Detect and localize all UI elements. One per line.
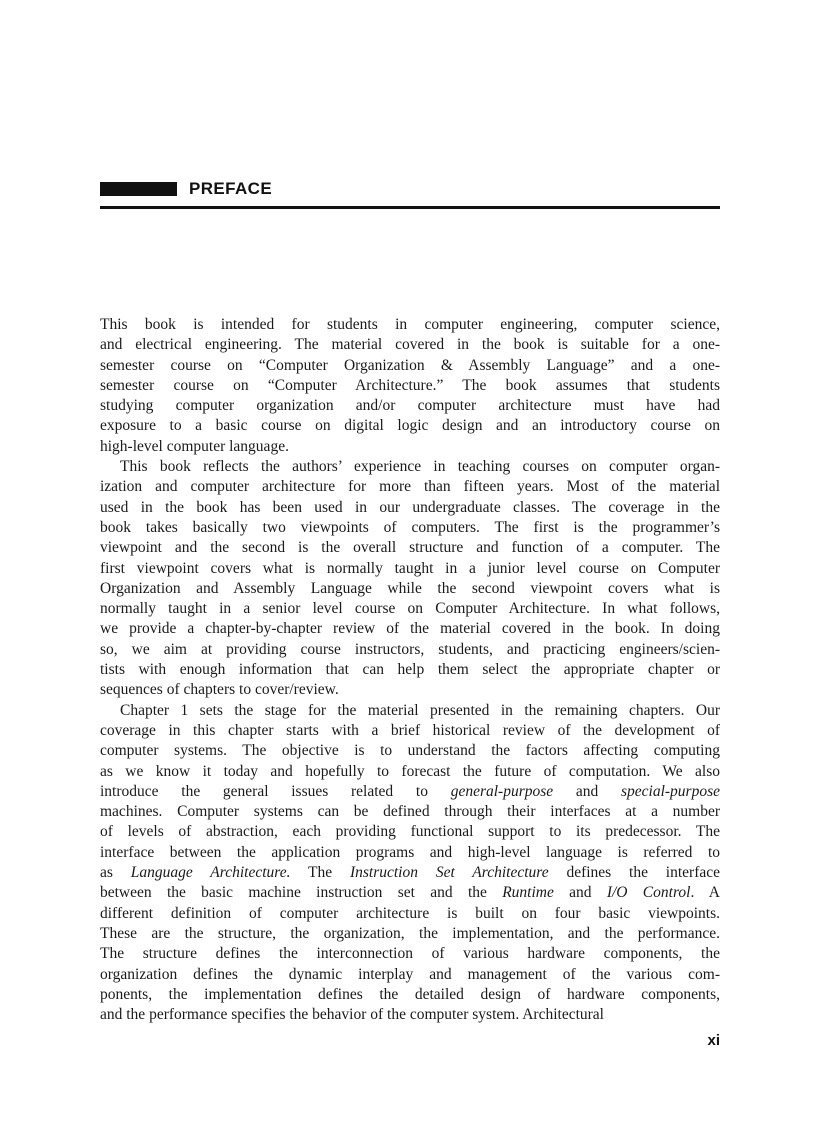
text-line: coverage in this chapter starts with a brief historical review of the development of bbox=[100, 721, 720, 739]
text-line bbox=[100, 883, 720, 903]
text-line: This book reflects the authors’ experience in teaching courses on computer organ- bbox=[120, 458, 720, 476]
text-line: and electrical engineering. The material covered in the book is suitable for a one- bbox=[100, 336, 720, 354]
text-segment: between the basic machine instruction set and the bbox=[100, 884, 503, 902]
text-segment: defines the interface bbox=[548, 864, 720, 882]
italic-term: general-purpose bbox=[450, 782, 554, 800]
text-line: viewpoint and the second is the overall structure and function of a computer. The bbox=[100, 539, 720, 557]
text-line: normally taught in a senior level course on Computer Architecture. In what follows, bbox=[100, 600, 720, 618]
text-line: we provide a chapter-by-chapter review of the material covered in the book. In doing bbox=[100, 620, 720, 638]
text-segment: and bbox=[553, 884, 607, 902]
text-line: semester course on “Computer Organization & Assembly Language” and a one- bbox=[100, 356, 720, 374]
page-title: PREFACE bbox=[189, 179, 273, 198]
header-bar-decoration bbox=[100, 182, 177, 196]
text-line: Organization and Assembly Language while the second viewpoint covers what is bbox=[100, 579, 720, 597]
paragraph bbox=[100, 701, 720, 1026]
text-segment: The bbox=[290, 864, 350, 882]
italic-term: Language Architecture. bbox=[130, 864, 291, 882]
italic-term: I/O Control bbox=[606, 884, 691, 902]
italic-term: Instruction Set Architecture bbox=[349, 864, 549, 882]
text-line: The structure defines the interconnection of various hardware components, the bbox=[100, 945, 720, 963]
text-line bbox=[100, 863, 720, 883]
text-line: studying computer organization and/or computer architecture must have had bbox=[100, 397, 720, 415]
text-segment: introduce the general issues related to bbox=[100, 782, 451, 800]
text-line: sequences of chapters to cover/review. bbox=[100, 681, 339, 699]
paragraph bbox=[100, 315, 720, 457]
text-line: high-level computer language. bbox=[100, 437, 289, 455]
text-line: used in the book has been used in our undergraduate classes. The coverage in the bbox=[100, 498, 720, 516]
text-line: of levels of abstraction, each providing functional support to its predecessor. The bbox=[100, 823, 720, 841]
header-rule bbox=[100, 206, 720, 209]
text-line: computer systems. The objective is to understand the factors affecting computing bbox=[100, 742, 720, 760]
text-line: organization defines the dynamic interplay and management of the various com- bbox=[100, 965, 720, 983]
text-segment: . A bbox=[690, 884, 720, 902]
text-line: These are the structure, the organization, the implementation, and the performance. bbox=[100, 924, 720, 942]
page-number: xi bbox=[707, 1032, 720, 1049]
text-line: exposure to a basic course on digital logic design and an introductory course on bbox=[100, 417, 720, 435]
italic-term: special-purpose bbox=[620, 782, 720, 800]
text-line bbox=[100, 782, 720, 802]
paragraph bbox=[100, 457, 720, 701]
text-segment: and bbox=[553, 782, 621, 800]
text-line: tists with enough information that can help them select the appropriate chapter or bbox=[100, 661, 720, 679]
body-text bbox=[100, 315, 720, 1025]
text-line: Chapter 1 sets the stage for the material presented in the remaining chapters. Our bbox=[120, 701, 720, 719]
text-line: different definition of computer architecture is built on four basic viewpoints. bbox=[100, 904, 720, 922]
text-line: so, we aim at providing course instructors, students, and practicing engineers/scien- bbox=[100, 640, 720, 658]
text-line: first viewpoint covers what is normally taught in a junior level course on Computer bbox=[100, 559, 720, 577]
text-line: book takes basically two viewpoints of computers. The first is the programmer’s bbox=[100, 518, 720, 536]
text-line: ization and computer architecture for more than fifteen years. Most of the material bbox=[100, 478, 720, 496]
chapter-header bbox=[100, 178, 720, 212]
text-line: ponents, the implementation defines the detailed design of hardware components, bbox=[100, 985, 720, 1003]
text-line: and the performance specifies the behavior of the computer system. Architectural bbox=[100, 1006, 604, 1024]
text-line: This book is intended for students in computer engineering, computer science, bbox=[100, 316, 720, 333]
text-line: as we know it today and hopefully to forecast the future of computation. We also bbox=[100, 762, 720, 780]
text-line: semester course on “Computer Architecture.” The book assumes that students bbox=[100, 376, 720, 394]
text-line: machines. Computer systems can be defined through their interfaces at a number bbox=[100, 803, 720, 821]
text-segment: as bbox=[100, 864, 131, 882]
italic-term: Runtime bbox=[502, 884, 554, 902]
text-line: interface between the application programs and high-level language is referred to bbox=[100, 843, 720, 861]
